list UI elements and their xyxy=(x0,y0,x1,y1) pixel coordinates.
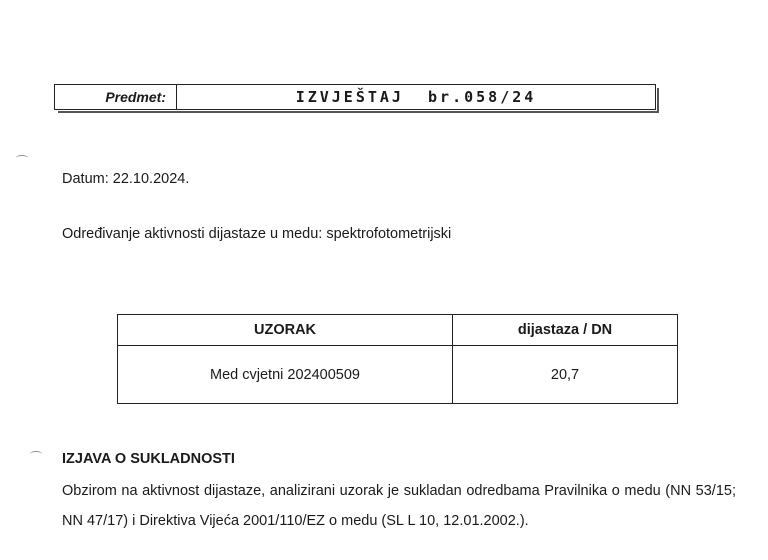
punch-mark-bottom xyxy=(30,451,42,457)
declaration-title: IZJAVA O SUKLADNOSTI xyxy=(62,451,235,467)
method-description: Određivanje aktivnosti dijastaze u medu: spektrofotometrijski xyxy=(62,226,452,242)
report-date: Datum: 22.10.2024. xyxy=(62,171,190,187)
subject-label: Predmet: xyxy=(55,85,177,109)
sample-name-cell: Med cvjetni 202400509 xyxy=(118,346,453,404)
column-header-sample: UZORAK xyxy=(118,315,453,346)
punch-mark-top xyxy=(16,155,28,161)
column-header-diastase: dijastaza / DN xyxy=(453,315,678,346)
diastase-value-cell: 20,7 xyxy=(453,346,678,404)
report-number: IZVJEŠTAJ br.058/24 xyxy=(295,88,537,106)
subject-box xyxy=(54,84,656,110)
table-header-row xyxy=(118,315,678,346)
table-row xyxy=(118,346,678,404)
declaration-text: Obzirom na aktivnost dijastaze, analizirani uzorak je sukladan odredbama Pravilnika o medu (NN 53/15; NN 47/17) i Direktiva Vijeća 2001/110/EZ o medu (SL L 10, 12.01.2002.). xyxy=(62,483,736,529)
results-table xyxy=(117,314,678,404)
